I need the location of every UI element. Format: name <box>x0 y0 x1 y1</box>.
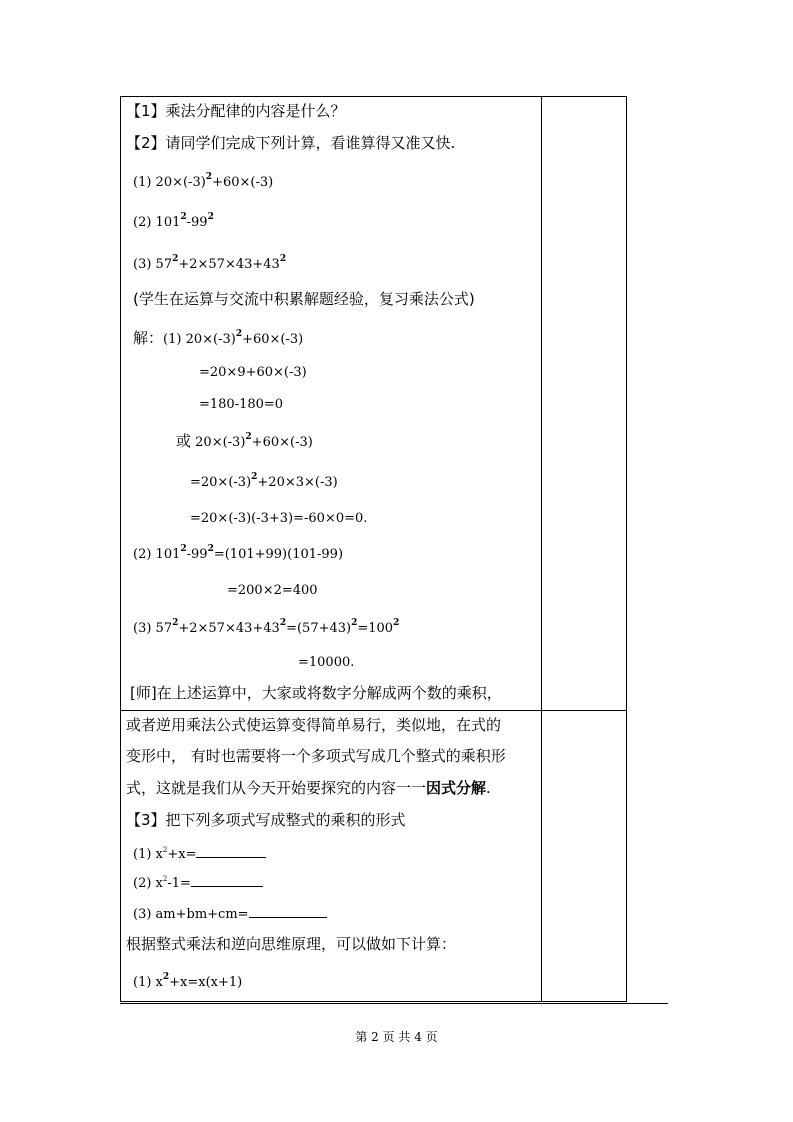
calc-1: (1) $20\times(-3)^2+60\times(-3)$ <box>133 171 274 190</box>
calc-3: (3) $57^2+2\times 57\times 43+43^2$ <box>133 253 287 272</box>
table-cell-notes-top <box>541 96 627 711</box>
table-cell-notes-bottom <box>541 710 627 1002</box>
paragraph-line-2: 变形中， 有时也需要将一个多项式写成几个整式的乘积形 <box>126 747 506 765</box>
result-1: (1) $x^2+x=x(x+1)$ <box>133 971 243 990</box>
footer-rule <box>120 1003 668 1004</box>
calc-2: (2) $101^2-99^2$ <box>133 211 214 230</box>
paragraph-line-1: 或者逆用乘法公式使运算变得简单易行，类似地，在式的 <box>126 716 502 734</box>
solution-1-step-2: =180-180=0 <box>199 397 284 412</box>
answer-blank-2[interactable] <box>191 876 263 887</box>
solution-2-step-1: =200×2=400 <box>227 583 318 598</box>
alt-solution-step-2: =20×(-3)(-3+3)=-60×0=0. <box>190 511 368 526</box>
exercise-2: (2) $x^2-1=$ <box>133 876 263 890</box>
exercise-3: (3) am+bm+cm= <box>133 907 327 921</box>
page-number: 第 2 页 共 4 页 <box>355 1030 438 1044</box>
answer-blank-1[interactable] <box>196 847 266 858</box>
alt-solution-step-1: $=20\times(-3)^2+20\times 3\times(-3)$ <box>190 471 338 490</box>
student-note: (学生在运算与交流中积累解题经验，复习乘法公式) <box>133 290 475 308</box>
paragraph-line-3: 式，这就是我们从今天开始要探究的内容一一因式分解. <box>126 779 491 797</box>
exercise-1: (1) $x^2+x=$ <box>133 847 266 861</box>
alt-solution: 或 $20\times(-3)^2+60\times(-3)$ <box>176 431 313 450</box>
basis-text: 根据整式乘法和逆向思维原理，可以做如下计算： <box>126 935 457 953</box>
term-factorization: 因式分解 <box>426 779 487 797</box>
solution-3: (3) $57^2+2\times 57\times 43+43^2=(57+43)^2=100^2$ <box>133 617 400 636</box>
question-3: 【3】把下列多项式写成整式的乘积的形式 <box>126 811 406 829</box>
solution-2: (2) $101^2-99^2=(101+99)(101-99)$ <box>133 543 344 562</box>
solution-3-step-1: =10000. <box>298 655 355 670</box>
answer-blank-3[interactable] <box>249 907 327 918</box>
solution-1: 解：(1) $20\times(-3)^2+60\times(-3)$ <box>133 328 304 347</box>
question-1: 【1】乘法分配律的内容是什么？ <box>126 102 346 120</box>
teacher-remark: [师]在上述运算中，大家或将数字分解成两个数的乘积， <box>130 684 502 702</box>
solution-1-step-1: =20×9+60×(-3) <box>199 365 307 380</box>
question-2: 【2】请同学们完成下列计算，看谁算得又准又快. <box>126 134 456 152</box>
